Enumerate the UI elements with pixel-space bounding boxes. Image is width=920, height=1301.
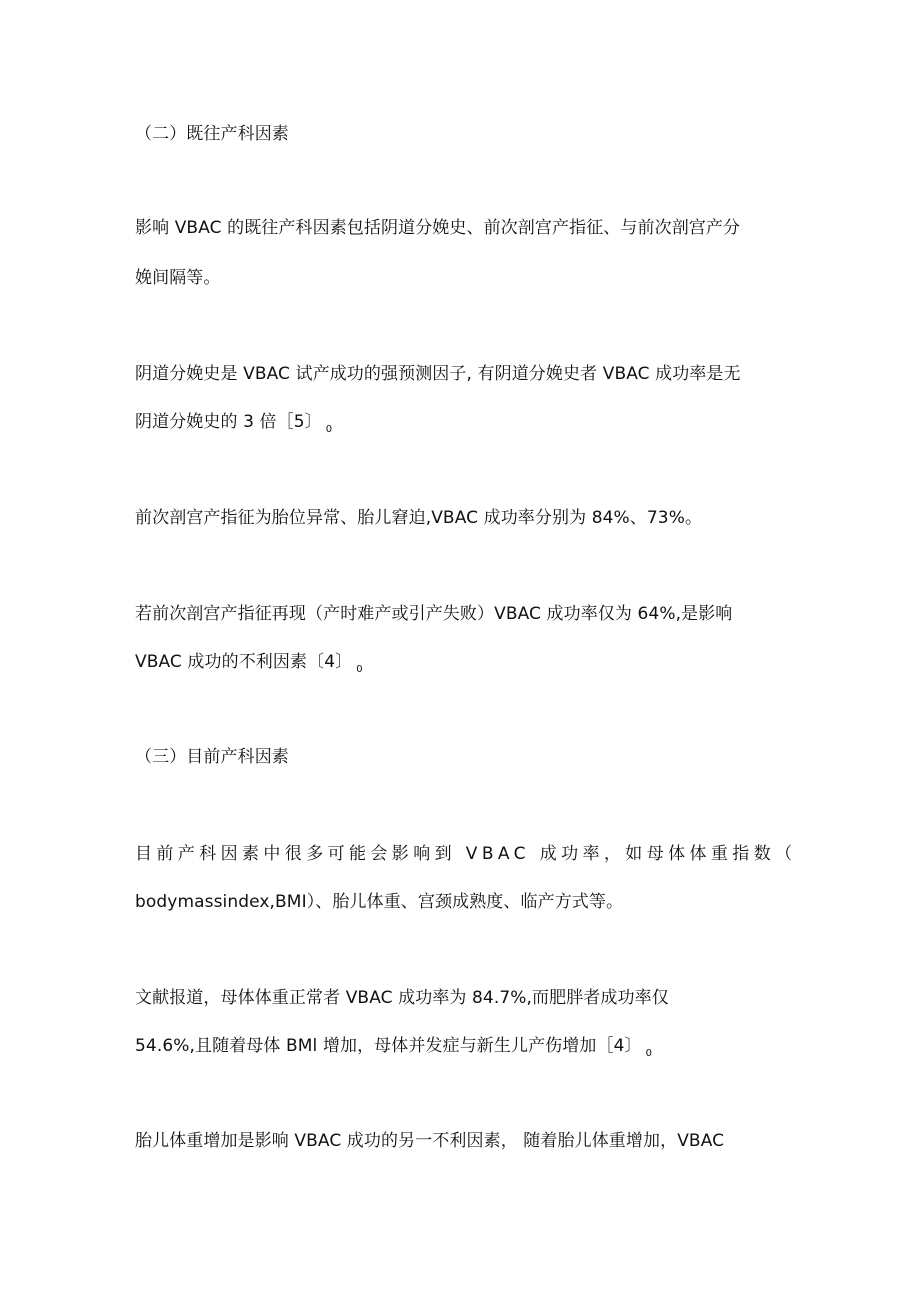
citation-trailing-mark: 0 <box>645 1048 653 1059</box>
citation-trailing-mark: 0 <box>356 664 363 675</box>
paragraph-line: 文献报道，母体体重正常者 VBAC 成功率为 84.7%,而肥胖者成功率仅 <box>135 988 669 1008</box>
paragraph-line-with-citation <box>135 1034 652 1066</box>
paragraph-line: 目前产科因素中很多可能会影响到 VBAC 成功率，如母体体重指数（ <box>135 844 797 864</box>
paragraph-line-with-citation <box>135 410 332 442</box>
paragraph-line: 胎儿体重增加是影响 VBAC 成功的另一不利因素， 随着胎儿体重增加，VBAC <box>135 1131 725 1151</box>
paragraph-line-text: 54.6%,且随着母体 BMl 增加，母体并发症与新生儿产伤增加［4〕 <box>135 1036 642 1056</box>
paragraph-line: 前次剖宫产指征为胎位异常、胎儿窘迫,VBAC 成功率分别为 84%、73%。 <box>135 508 703 528</box>
paragraph-line: 影响 VBAC 的既往产科因素包括阴道分娩史、前次剖宫产指征、与前次剖宫产分 <box>135 218 741 238</box>
section-heading-current-factors: （三）目前产科因素 <box>135 747 289 767</box>
paragraph-line-text: VBAC 成功的不利因素〔4〕 <box>135 652 353 672</box>
paragraph-line: bodymassindex,BMI）、胎儿体重、宫颈成熟度、临产方式等。 <box>135 892 624 912</box>
paragraph-line-text: 阴道分娩史的 3 倍［5〕 <box>135 412 322 432</box>
paragraph-line: 阴道分娩史是 VBAC 试产成功的强预测因子, 有阴道分娩史者 VBAC 成功率是无 <box>135 364 741 384</box>
paragraph-line-with-citation <box>135 650 363 682</box>
section-heading-past-factors: （二）既往产科因素 <box>135 124 289 144</box>
paragraph-line: 娩间隔等。 <box>135 268 221 288</box>
citation-trailing-mark: 0 <box>325 424 333 435</box>
paragraph-line: 若前次剖宫产指征再现（产时难产或引产失败）VBAC 成功率仅为 64%,是影响 <box>135 604 733 624</box>
